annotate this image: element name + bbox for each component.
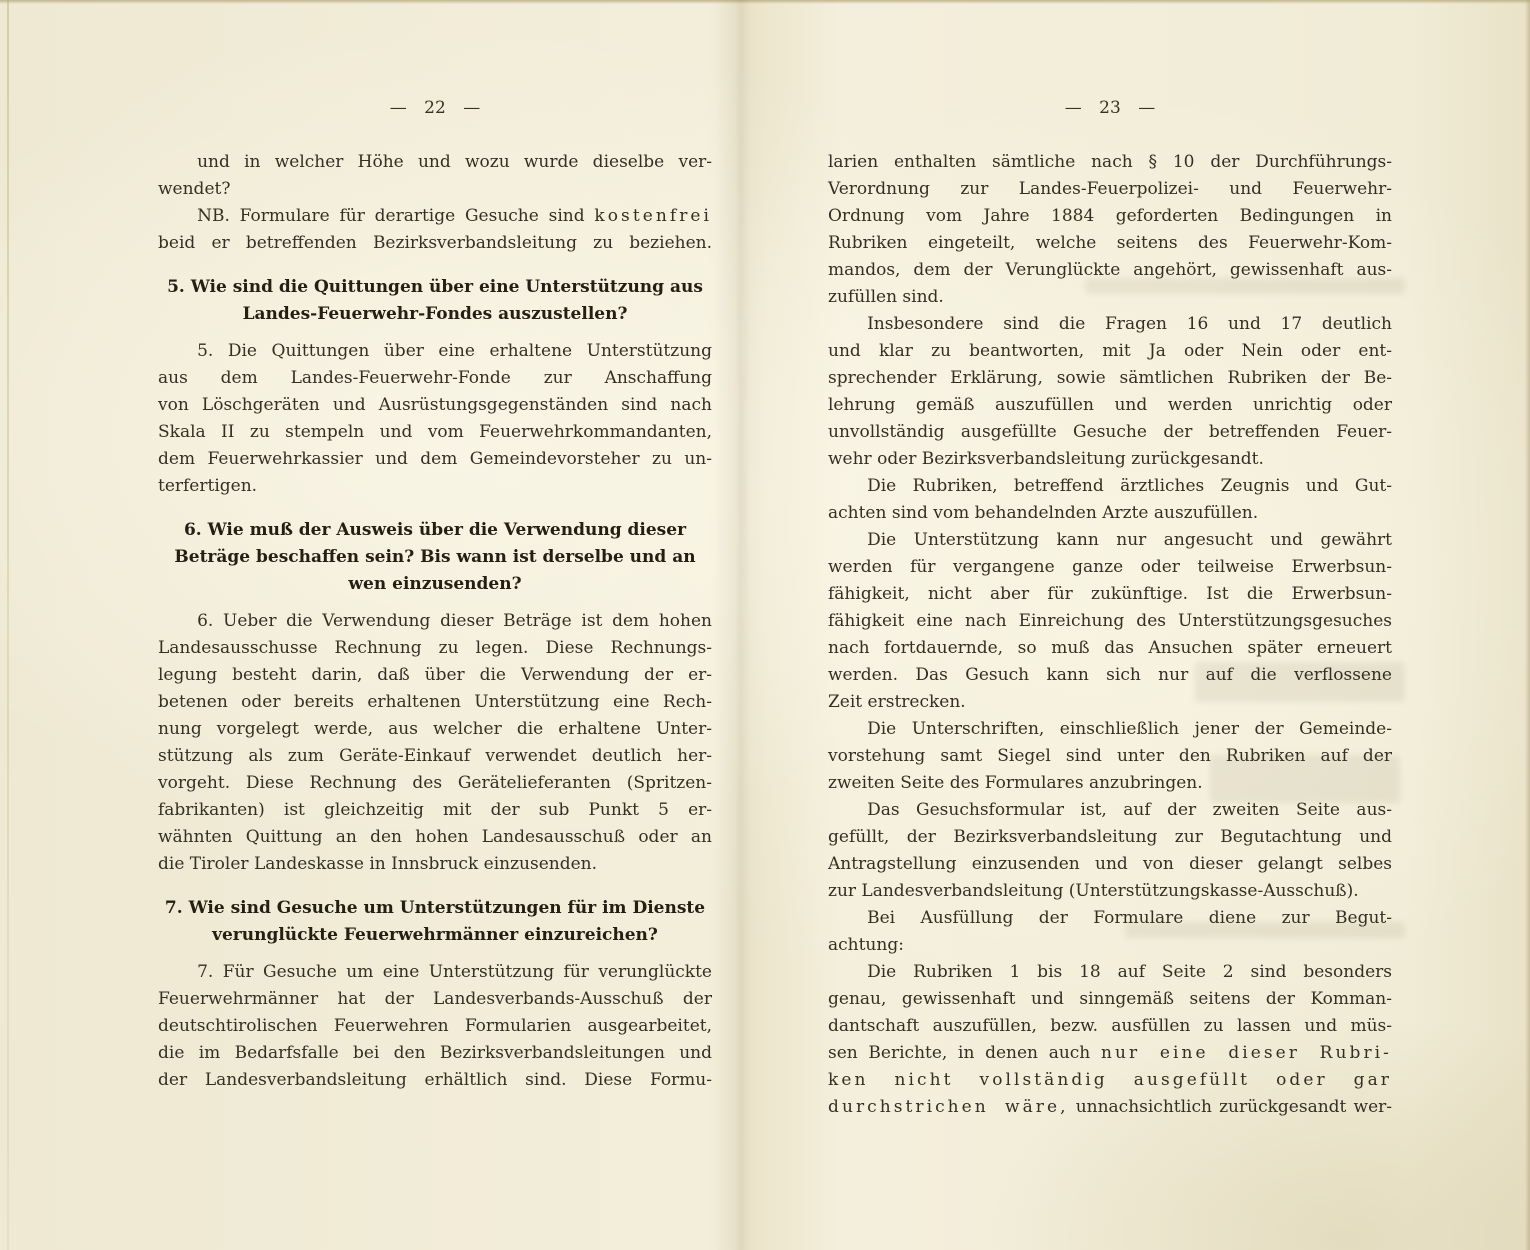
text-line: zufüllen sind. <box>828 287 944 307</box>
text-line: betenen oder bereits erhaltenen Unterstützung eine Rech- <box>158 692 712 712</box>
text-line: deutschtirolischen Feuerwehren Formularien ausgearbeitet, <box>158 1016 712 1036</box>
text-line <box>828 1094 1392 1121</box>
paragraph <box>828 959 1392 1121</box>
page-23-text <box>828 149 1392 1121</box>
paragraph <box>828 716 1392 797</box>
text-line: 5. Die Quittungen über eine erhaltene Unterstützung <box>197 341 712 361</box>
text-line: fähigkeit eine nach Einreichung des Unterstützungsgesuches <box>828 611 1392 631</box>
text-line: Beträge beschaffen sein? Bis wann ist derselbe und an <box>174 547 696 567</box>
text-line: Ordnung vom Jahre 1884 geforderten Bedingungen in <box>828 206 1392 226</box>
paragraph <box>158 149 712 203</box>
page-23 <box>828 95 1392 1121</box>
text-line: dantschaft auszufüllen, bezw. ausfüllen zu lassen und müs- <box>828 1016 1392 1036</box>
text-line: Das Gesuchsformular ist, auf der zweiten Seite aus- <box>867 800 1392 820</box>
paragraph <box>158 608 712 878</box>
section-heading <box>158 274 712 328</box>
text-line <box>828 1067 1392 1094</box>
text-line: werden. Das Gesuch kann sich nur auf die verflossene <box>828 665 1392 685</box>
text-line: mandos, dem der Verunglückte angehört, gewissenhaft aus- <box>828 260 1392 280</box>
text-line: nung vorgelegt werde, aus welcher die erhaltene Unter- <box>158 719 712 739</box>
text-line: verunglückte Feuerwehrmänner einzureichen? <box>212 925 658 945</box>
section-heading <box>158 517 712 598</box>
text-line: gefüllt, der Bezirksverbandsleitung zur Begutachtung und <box>828 827 1392 847</box>
text-segment: NB. Formulare für derartige Gesuche sind <box>197 206 595 226</box>
text-line: beid er betreffenden Bezirksverbandsleitung zu beziehen. <box>158 233 712 253</box>
text-line: werden für vergangene ganze oder teilweise Erwerbsun- <box>828 557 1392 577</box>
paragraph <box>828 797 1392 905</box>
text-line: vorstehung samt Siegel sind unter den Rubriken auf der <box>828 746 1392 766</box>
text-line: nach fortdauernde, so muß das Ansuchen später erneuert <box>828 638 1392 658</box>
text-line: 7. Für Gesuche um eine Unterstützung für verunglückte <box>197 962 712 982</box>
text-line: wen einzusenden? <box>348 574 522 594</box>
text-line: stützung als zum Geräte-Einkauf verwendet deutlich her- <box>158 746 712 766</box>
text-line: Verordnung zur Landes-Feuerpolizei- und Feuerwehr- <box>828 179 1392 199</box>
text-line: 5. Wie sind die Quittungen über eine Unterstützung aus <box>167 277 703 297</box>
text-line: von Löschgeräten und Ausrüstungsgegenständen sind nach <box>158 395 712 415</box>
text-line: legung besteht darin, daß über die Verwendung der er- <box>158 665 712 685</box>
text-line: genau, gewissenhaft und sinngemäß seitens der Komman- <box>828 989 1392 1009</box>
text-line: unvollständig ausgefüllte Gesuche der betreffenden Feuer- <box>828 422 1392 442</box>
text-line: lehrung gemäß auszufüllen und werden unrichtig oder <box>828 395 1392 415</box>
letter-spaced-emphasis: nur eine dieser Rubri- <box>1100 1043 1392 1063</box>
page-22-text <box>158 149 712 1094</box>
letter-spaced-emphasis: durchstrichen wäre, <box>828 1097 1069 1117</box>
text-line: und klar zu beantworten, mit Ja oder Nein oder ent- <box>828 341 1392 361</box>
paragraph <box>828 149 1392 311</box>
text-line: Die Unterschriften, einschließlich jener der Gemeinde- <box>867 719 1392 739</box>
page-22 <box>158 95 712 1094</box>
text-line <box>828 1040 1392 1067</box>
paragraph <box>158 338 712 500</box>
text-line: Die Rubriken, betreffend ärztliches Zeugnis und Gut- <box>867 476 1392 496</box>
paragraph <box>828 905 1392 959</box>
text-line: 6. Wie muß der Ausweis über die Verwendung dieser <box>183 520 687 540</box>
paragraph <box>828 527 1392 716</box>
text-line: wehr oder Bezirksverbandsleitung zurückgesandt. <box>828 449 1264 469</box>
text-line: Landes-Feuerwehr-Fondes auszustellen? <box>242 304 628 324</box>
text-line: aus dem Landes-Feuerwehr-Fonde zur Anschaffung <box>158 368 712 388</box>
text-line: 6. Ueber die Verwendung dieser Beträge ist dem hohen <box>197 611 712 631</box>
text-line: Die Rubriken 1 bis 18 auf Seite 2 sind besonders <box>867 962 1392 982</box>
page-number-22: — 22 — <box>389 98 481 118</box>
paragraph <box>158 203 712 257</box>
text-line: wendet? <box>158 179 231 199</box>
text-line: Feuerwehrmänner hat der Landesverbands-Ausschuß der <box>158 989 712 1009</box>
text-line: Insbesondere sind die Fragen 16 und 17 deutlich <box>867 314 1392 334</box>
letter-spaced-emphasis: kostenfrei <box>594 206 712 226</box>
text-line: und in welcher Höhe und wozu wurde dieselbe ver- <box>197 152 712 172</box>
text-line: fabrikanten) ist gleichzeitig mit der sub Punkt 5 er- <box>158 800 712 820</box>
text-line: sprechender Erklärung, sowie sämtlichen Rubriken der Be- <box>828 368 1392 388</box>
text-line: 7. Wie sind Gesuche um Unterstützungen für im Dienste <box>164 898 706 918</box>
page-number-23: — 23 — <box>1064 98 1156 118</box>
text-line: zweiten Seite des Formulares anzubringen. <box>828 773 1203 793</box>
text-line: der Landesverbandsleitung erhältlich sind. Diese Formu- <box>158 1070 712 1090</box>
letter-spaced-emphasis: ken nicht vollständig ausgefüllt oder gar <box>828 1070 1392 1090</box>
text-line: zur Landesverbandsleitung (Unterstützungskasse-Ausschuß). <box>828 881 1359 901</box>
text-line: Rubriken eingeteilt, welche seitens des Feuerwehr-Kom- <box>828 233 1392 253</box>
paragraph <box>158 959 712 1094</box>
text-line: die Tiroler Landeskasse in Innsbruck einzusenden. <box>158 854 598 874</box>
text-line: achten sind vom behandelnden Arzte auszufüllen. <box>828 503 1259 523</box>
text-line: wähnten Quittung an den hohen Landesausschuß oder an <box>158 827 712 847</box>
gutter-shadow <box>714 0 766 1250</box>
text-line: larien enthalten sämtliche nach § 10 der Durchführungs- <box>828 152 1392 172</box>
text-line: fähigkeit, nicht aber für zukünftige. Ist die Erwerbsun- <box>828 584 1392 604</box>
text-line: Zeit erstrecken. <box>828 692 966 712</box>
page-left-edge <box>7 0 9 1250</box>
text-line: dem Feuerwehrkassier und dem Gemeindevorsteher zu un- <box>158 449 712 469</box>
text-line: Skala II zu stempeln und vom Feuerwehrkommandanten, <box>158 422 712 442</box>
page-right-edge <box>1525 0 1530 1250</box>
text-line: Landesausschusse Rechnung zu legen. Diese Rechnungs- <box>158 638 712 658</box>
text-line: Antragstellung einzusenden und von dieser gelangt selbes <box>828 854 1392 874</box>
text-line: terfertigen. <box>158 476 258 496</box>
text-line: Bei Ausfüllung der Formulare diene zur Begut- <box>867 908 1392 928</box>
text-line: Die Unterstützung kann nur angesucht und gewährt <box>867 530 1392 550</box>
text-line: achtung: <box>828 935 904 955</box>
text-line: vorgeht. Diese Rechnung des Gerätelieferanten (Spritzen- <box>158 773 712 793</box>
text-line: die im Bedarfsfalle bei den Bezirksverbandsleitungen und <box>158 1043 712 1063</box>
paragraph <box>828 311 1392 473</box>
paragraph <box>828 473 1392 527</box>
section-heading <box>158 895 712 949</box>
text-line <box>158 203 712 230</box>
text-segment: sen Berichte, in denen auch <box>828 1043 1101 1063</box>
text-segment: unnachsichtlich zurückgesandt wer- <box>1068 1097 1393 1117</box>
